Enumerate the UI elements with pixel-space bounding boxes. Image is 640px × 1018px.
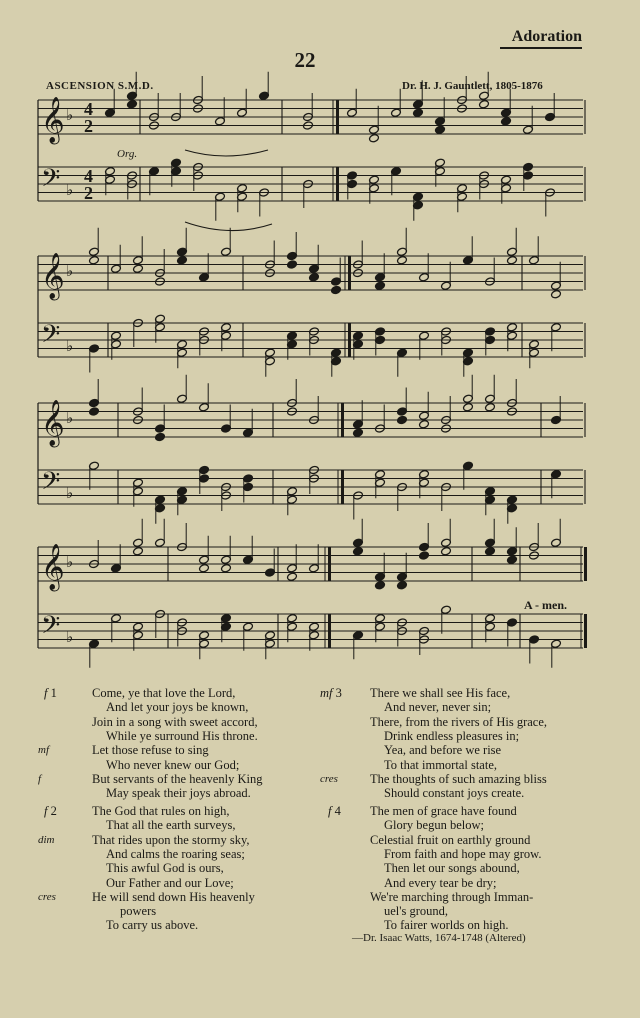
svg-text:4: 4: [84, 99, 93, 119]
svg-text:2: 2: [84, 183, 93, 203]
lyric-line: But servants of the heavenly King: [92, 771, 263, 786]
lyric-line: Drink endless pleasures in;: [384, 728, 520, 743]
music-system: [38, 375, 585, 524]
lyric-line: Join in a song with sweet accord,: [92, 714, 258, 729]
stanza-number: [44, 686, 57, 700]
stanza-3: [300, 686, 640, 816]
svg-text:𝄞: 𝄞: [41, 544, 65, 590]
svg-text:♭: ♭: [66, 409, 74, 427]
svg-text:𝄢: 𝄢: [41, 611, 61, 646]
amen-text: A - men.: [524, 598, 567, 612]
stanza-number-value: 1: [47, 686, 57, 700]
organ-marking: Org.: [117, 148, 138, 160]
lyric-line: The thoughts of such amazing bliss: [370, 771, 547, 786]
svg-text:♭: ♭: [66, 262, 74, 280]
svg-text:♭: ♭: [66, 628, 74, 646]
lyric-line: There we shall see His face,: [370, 686, 511, 700]
lyric-line: And every tear be dry;: [384, 875, 497, 890]
svg-text:♭: ♭: [66, 181, 74, 199]
lyric-line: Should constant joys create.: [384, 786, 525, 801]
dynamic-marking: cres: [38, 890, 56, 903]
lyric-line: Glory begun below;: [384, 818, 484, 833]
svg-text:𝄢: 𝄢: [41, 467, 61, 502]
stanza-dynamic: f: [44, 686, 48, 700]
svg-text:𝄢: 𝄢: [41, 164, 61, 199]
lyric-line: The God that rules on high,: [92, 804, 230, 818]
stanza-number-value: 3: [332, 686, 342, 700]
stanza-number: [44, 804, 57, 818]
category-heading: Adoration: [511, 28, 582, 45]
svg-text:♭: ♭: [66, 337, 74, 355]
lyric-line: uel's ground,: [384, 904, 449, 919]
lyric-line: Come, ye that love the Lord,: [92, 686, 236, 700]
lyric-line: powers: [120, 904, 157, 919]
dynamic-marking: mf: [38, 744, 49, 757]
lyric-line: That rides upon the stormy sky,: [92, 832, 250, 847]
lyric-line: To that immortal state,: [384, 757, 497, 772]
dynamic-marking: dim: [38, 833, 55, 846]
stanza-number: [320, 686, 342, 700]
lyric-line: While ye surround His throne.: [106, 728, 258, 743]
stanza-2: [0, 804, 320, 944]
lyric-line: Celestial fruit on earthly ground: [370, 832, 531, 847]
lyric-line: To fairer worlds on high.: [384, 918, 509, 933]
lyric-line: From faith and hope may grow.: [384, 846, 542, 861]
stanza-dynamic: f: [328, 804, 332, 818]
lyric-line: The men of grace have found: [370, 804, 517, 818]
stanza-1: [0, 686, 320, 816]
svg-text:♭: ♭: [66, 553, 74, 571]
text-attribution: —Dr. Isaac Watts, 1674-1748 (Altered): [352, 932, 526, 944]
lyric-line: Then let our songs abound,: [384, 861, 520, 876]
lyric-line: And let your joys be known,: [106, 700, 249, 715]
music-system: [38, 519, 587, 668]
lyric-line: And never, never sin;: [384, 700, 492, 715]
svg-text:𝄞: 𝄞: [41, 400, 65, 446]
lyric-line: Yea, and before we rise: [384, 743, 502, 758]
lyric-line: To carry us above.: [106, 918, 199, 933]
dynamic-marking: cres: [320, 772, 338, 785]
svg-text:𝄞: 𝄞: [41, 253, 65, 299]
lyric-line: Our Father and our Love;: [106, 875, 234, 890]
svg-text:𝄢: 𝄢: [41, 320, 61, 355]
svg-text:♭: ♭: [66, 484, 74, 502]
lyric-line: May speak their joys abroad.: [106, 786, 251, 801]
lyric-line: And calms the roaring seas;: [106, 846, 245, 861]
svg-text:𝄞: 𝄞: [41, 97, 65, 143]
stanza-number-value: 2: [47, 804, 57, 818]
lyric-line: There, from the rivers of His grace,: [370, 714, 548, 729]
lyric-line: Let those refuse to sing: [92, 743, 209, 758]
lyric-line: This awful God is ours,: [106, 861, 224, 876]
svg-text:2: 2: [84, 116, 93, 136]
stanza-dynamic: f: [44, 804, 48, 818]
stanza-number: [328, 804, 341, 818]
lyric-line: That all the earth surveys,: [106, 818, 236, 833]
svg-text:4: 4: [84, 166, 93, 186]
stanza-4: [300, 804, 640, 934]
lyric-line: He will send down His heavenly: [92, 889, 255, 904]
music-system: [38, 228, 585, 377]
composer-credit: Dr. H. J. Gauntlett, 1805-1876: [402, 80, 543, 92]
svg-text:♭: ♭: [66, 106, 74, 124]
lyric-line: We're marching through Imman-: [370, 889, 534, 904]
lyric-line: Who never knew our God;: [106, 757, 240, 772]
stanza-number-value: 4: [331, 804, 341, 818]
tune-name: ASCENSION S.M.D.: [46, 80, 154, 92]
hymn-number: 22: [294, 48, 316, 72]
dynamic-marking: f: [38, 772, 42, 785]
stanza-dynamic: mf: [320, 686, 333, 700]
